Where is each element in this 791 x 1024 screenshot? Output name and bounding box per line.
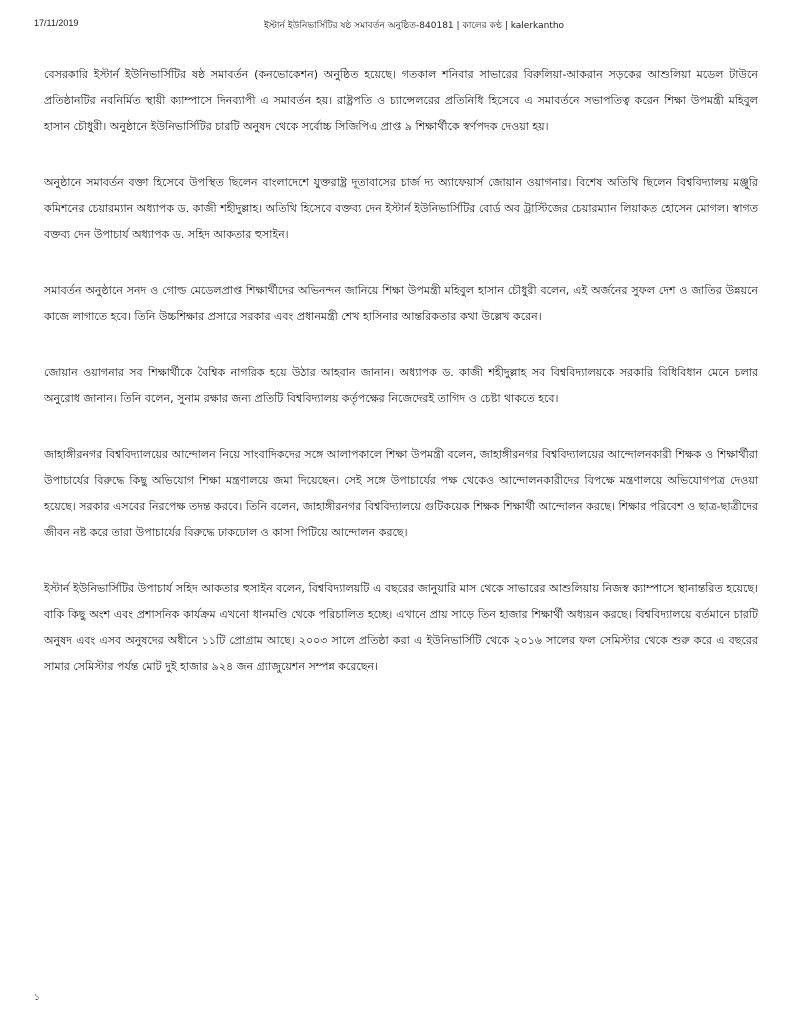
print-header [34,16,757,32]
paragraph: জোয়ান ওয়াগনার সব শিক্ষার্থীকে বৈশ্বিক নাগরিক হয়ে উঠার আহবান জানান। অধ্যাপক ড. কাজী শহীদুল্লাহ সব বিশ্ববিদ্যালয়কে সরকারি বিধিবিধান মেনে চলার অনুরোধ জানান। তিনি বলেন, সুনাম রক্ষার জন্য প্রতিটি বিশ্ববিদ্যালয় কর্তৃপক্ষের নিজেদেরই তাগিদ ও চেষ্টা থাকতে হবে। [44,366,758,405]
paragraph: অনুষ্ঠানে সমাবর্তন বক্তা হিসেবে উপস্থিত ছিলেন বাংলাদেশে যুক্তরাষ্ট্র দূতাবাসের চার্জ দ্য অ্যাফেয়ার্স জোয়ান ওয়াগনার। বিশেষ অতিথি ছিলেন বিশ্ববিদ্যালয় মঞ্জুরি কমিশনের চেয়ারম্যান অধ্যাপক ড. কাজী শহীদুল্লাহ। অতিথি হিসেবে বক্তব্য দেন ইস্টার্ন ইউনিভার্সিটির বোর্ড অব ট্রাস্টিজের চেয়ারম্যান লিয়াকত হোসেন মোগল। স্বাগত বক্তব্য দেন উপাচার্য অধ্যাপক ড. সহিদ আকতার হুসাইন। [44,176,758,241]
print-title: ইস্টার্ন ইউনিভার্সিটির ষষ্ঠ সমাবর্তন অনুষ্ঠিত-840181 | কালের কণ্ঠ | kalerkantho [264,21,565,31]
print-date: 17/11/2019 [34,18,79,28]
paragraph: বেসরকারি ইস্টার্ন ইউনিভার্সিটির ষষ্ঠ সমাবর্তন (কনভোকেশন) অনুষ্ঠিত হয়েছে। গতকাল শনিবার সাভারের বিরুলিয়া-আকরান সড়কের আশুলিয়া মডেল টাউনে প্রতিষ্ঠানটির নবনির্মিত স্থায়ী ক্যাম্পাসে দিনব্যাপী এ সমাবর্তন হয়। রাষ্ট্রপতি ও চ্যান্সেলরের প্রতিনিধি হিসেবে এ সমাবর্তনে সভাপতিত্ব করেন শিক্ষা উপমন্ত্রী মহিবুল হাসান চৌধুরী। অনুষ্ঠানে ইউনিভার্সিটির চারটি অনুষদ থেকে সর্বোচ্চ সিজিপিএ প্রাপ্ত ৯ শিক্ষার্থীকে স্বর্ণপদক দেওয়া হয়। [44,68,758,133]
paragraph: ইস্টার্ন ইউনিভার্সিটির উপাচার্য সহিদ আকতার হুসাইন বলেন, বিশ্ববিদ্যালয়টি এ বছরের জানুয়ারি মাস থেকে সাভারের আশুলিয়ায় নিজস্ব ক্যাম্পাসে স্থানান্তরিত হয়েছে। বাকি কিছু অংশ এবং প্রশাসনিক কার্যক্রম এখনো ধানমণ্ডি থেকে পরিচালিত হচ্ছে। এখানে প্রায় সাড়ে তিন হাজার শিক্ষার্থী অধ্যয়ন করছে। বিশ্ববিদ্যালয়ে বর্তমানে চারটি অনুষদ এবং এসব অনুষদের অধীনে ১১টি প্রোগ্রাম আছে। ২০০৩ সালে প্রতিষ্ঠা করা এ ইউনিভার্সিটি থেকে ২০১৬ সালের ফল সেমিস্টার থেকে শুরু করে এ বছরের সামার সেমিস্টার পর্যন্ত মোট দুই হাজার ৯২৪ জন গ্র্যাজুয়েশন সম্পন্ন করেছেন। [44,582,758,673]
page-number: ১ [34,992,40,1002]
article-body [44,62,758,710]
paragraph: জাহাঙ্গীরনগর বিশ্ববিদ্যালয়ের আন্দোলন নিয়ে সাংবাদিকদের সঙ্গে আলাপকালে শিক্ষা উপমন্ত্রী বলেন, জাহাঙ্গীরনগর বিশ্ববিদ্যালয়ের আন্দোলনকারী শিক্ষক ও শিক্ষার্থীরা উপাচার্যের বিরুদ্ধে কিছু অভিযোগ শিক্ষা মন্ত্রণালয়ে জমা দিয়েছেন। সেই সঙ্গে উপাচার্যের পক্ষ থেকেও আন্দোলনকারীদের বিপক্ষে মন্ত্রণালয়ে অভিযোগপত্র দেওয়া হয়েছে। সরকার এসবের নিরপেক্ষ তদন্ত করবে। তিনি বলেন, জাহাঙ্গীরনগর বিশ্ববিদ্যালয়ে গুটিকয়েক শিক্ষক শিক্ষার্থী আন্দোলন করছে। শিক্ষার পরিবেশ ও ছাত্র-ছাত্রীদের জীবন নষ্ট করে তারা উপাচার্যের বিরুদ্ধে ঢাকঢোল ও কাসা পিটিয়ে আন্দোলন করছে। [44,448,758,539]
paragraph: সমাবর্তন অনুষ্ঠানে সনদ ও গোল্ড মেডেলপ্রাপ্ত শিক্ষার্থীদের অভিনন্দন জানিয়ে শিক্ষা উপমন্ত্রী মহিবুল হাসান চৌধুরী বলেন, এই অর্জনের সুফল দেশ ও জাতির উন্নয়নে কাজে লাগাতে হবে। তিনি উচ্চশিক্ষার প্রসারে সরকার এবং প্রধানমন্ত্রী শেখ হাসিনার আন্তরিকতার কথা উল্লেখ করেন। [44,284,758,323]
